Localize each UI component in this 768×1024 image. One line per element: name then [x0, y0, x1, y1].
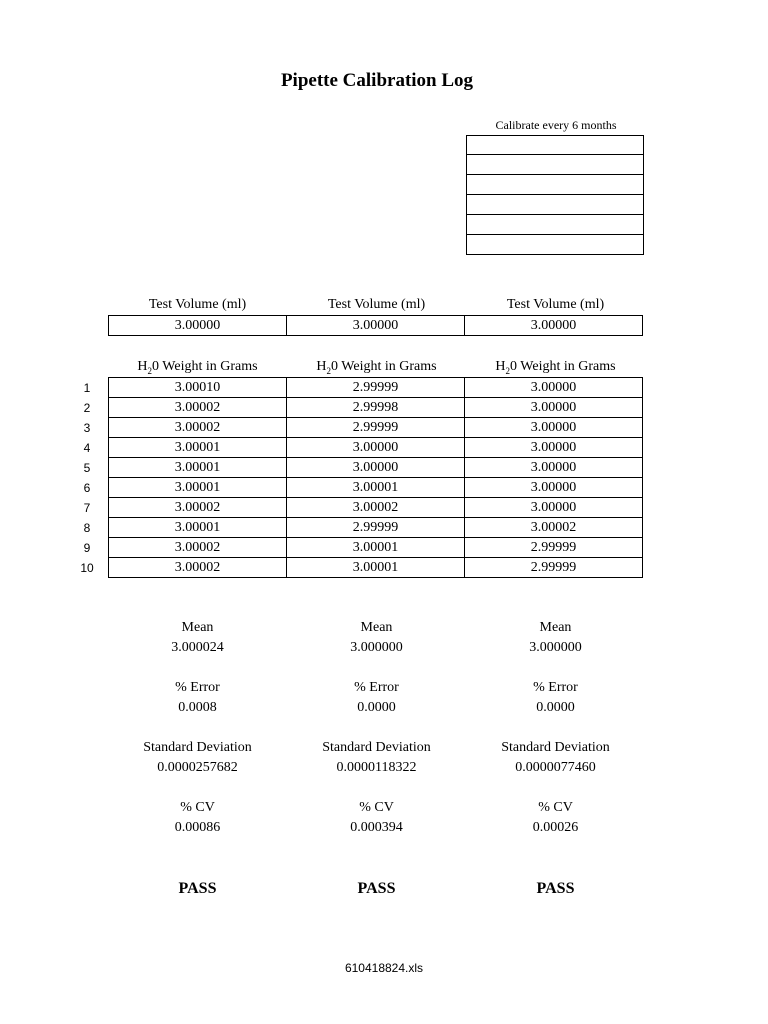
mean-label: Mean: [181, 620, 214, 635]
weight-cell[interactable]: 3.00000: [287, 458, 465, 478]
cv-label: % CV: [359, 800, 394, 815]
test-volume-table: [108, 315, 643, 336]
table-row: [109, 316, 643, 336]
test-volume-header-1: Test Volume (ml): [148, 297, 247, 312]
error-value: 0.0008: [178, 700, 217, 715]
error-label: % Error: [175, 680, 220, 695]
test-volume-cell[interactable]: 3.00000: [465, 316, 643, 336]
cv-label: % CV: [180, 800, 215, 815]
weight-header-1: [108, 359, 287, 376]
weight-header-prefix: H: [495, 359, 506, 374]
cv-value: 0.00086: [174, 820, 221, 835]
weight-cell[interactable]: 3.00000: [465, 438, 643, 458]
sd-value: 0.0000257682: [157, 760, 238, 775]
weight-header-2: [287, 359, 466, 376]
table-row: [109, 398, 643, 418]
table-row: [109, 438, 643, 458]
page-title: Pipette Calibration Log: [280, 70, 474, 91]
result-badge: PASS: [178, 880, 217, 897]
weight-cell[interactable]: 3.00002: [109, 398, 287, 418]
result-badge: PASS: [536, 880, 575, 897]
file-name-footer: 610418824.xls: [344, 961, 424, 975]
sd-value: 0.0000077460: [515, 760, 596, 775]
weight-cell[interactable]: 3.00000: [465, 398, 643, 418]
row-number: 8: [83, 521, 91, 535]
table-row: [109, 478, 643, 498]
weight-cell[interactable]: 3.00002: [109, 498, 287, 518]
weight-header-sub: 2: [505, 365, 511, 376]
sd-label: Standard Deviation: [143, 740, 252, 755]
volume-range-field[interactable]: [466, 235, 644, 255]
weight-cell[interactable]: 2.99999: [465, 538, 643, 558]
error-value: 0.0000: [357, 700, 396, 715]
weight-cell[interactable]: 3.00001: [109, 518, 287, 538]
weight-cell[interactable]: 3.00002: [465, 518, 643, 538]
weight-cell[interactable]: 3.00002: [109, 558, 287, 578]
mean-value: 3.000000: [529, 640, 582, 655]
row-number: 3: [83, 421, 91, 435]
weight-cell[interactable]: 2.99999: [465, 558, 643, 578]
weight-cell[interactable]: 3.00000: [287, 438, 465, 458]
weight-header-sub: 2: [147, 365, 153, 376]
test-volume-cell[interactable]: 3.00000: [109, 316, 287, 336]
weights-table: [108, 377, 643, 578]
operator-field[interactable]: [466, 155, 644, 175]
weight-cell[interactable]: 3.00001: [287, 538, 465, 558]
weight-header-3: [466, 359, 645, 376]
serial-field[interactable]: [466, 215, 644, 235]
weight-header-prefix: H: [137, 359, 148, 374]
weight-cell[interactable]: 3.00000: [465, 498, 643, 518]
test-volume-header-2: Test Volume (ml): [327, 297, 426, 312]
weight-header-suffix: 0 Weight in Grams: [152, 359, 258, 374]
table-row: [109, 518, 643, 538]
cv-value: 0.00026: [532, 820, 579, 835]
weight-cell[interactable]: 3.00000: [465, 458, 643, 478]
weight-cell[interactable]: 3.00010: [109, 378, 287, 398]
sd-label: Standard Deviation: [501, 740, 610, 755]
row-number: 10: [80, 561, 94, 575]
weight-cell[interactable]: 3.00002: [109, 418, 287, 438]
test-volume-cell[interactable]: 3.00000: [287, 316, 465, 336]
mean-value: 3.000000: [350, 640, 403, 655]
table-row: [109, 458, 643, 478]
weight-cell[interactable]: 3.00001: [287, 558, 465, 578]
table-row: [109, 418, 643, 438]
weight-header-sub: 2: [326, 365, 332, 376]
table-row: [109, 558, 643, 578]
weight-cell[interactable]: 3.00001: [109, 438, 287, 458]
row-number: 4: [83, 441, 91, 455]
weight-cell[interactable]: 3.00002: [109, 538, 287, 558]
weight-cell[interactable]: 3.00001: [109, 478, 287, 498]
mean-label: Mean: [360, 620, 393, 635]
table-row: [109, 498, 643, 518]
weight-cell[interactable]: 2.99999: [287, 378, 465, 398]
weight-cell[interactable]: 3.00001: [109, 458, 287, 478]
table-row: [109, 538, 643, 558]
weight-cell[interactable]: 3.00000: [465, 478, 643, 498]
weight-header-suffix: 0 Weight in Grams: [510, 359, 616, 374]
weight-cell[interactable]: 3.00001: [287, 478, 465, 498]
row-number: 7: [83, 501, 91, 515]
calibration-note: Calibrate every 6 months: [495, 118, 617, 132]
mean-label: Mean: [539, 620, 572, 635]
cv-value: 0.000394: [350, 820, 403, 835]
weight-cell[interactable]: 3.00000: [465, 418, 643, 438]
weight-cell[interactable]: 2.99998: [287, 398, 465, 418]
date-field[interactable]: [466, 135, 644, 155]
row-number: 1: [83, 381, 91, 395]
sd-value: 0.0000118322: [336, 760, 417, 775]
cv-label: % CV: [538, 800, 573, 815]
weight-cell[interactable]: 3.00002: [287, 498, 465, 518]
row-number: 6: [83, 481, 91, 495]
model-field[interactable]: [466, 195, 644, 215]
error-value: 0.0000: [536, 700, 575, 715]
weight-header-suffix: 0 Weight in Grams: [331, 359, 437, 374]
sd-label: Standard Deviation: [322, 740, 431, 755]
table-row: [109, 378, 643, 398]
error-label: % Error: [533, 680, 578, 695]
row-number: 2: [83, 401, 91, 415]
row-number: 5: [83, 461, 91, 475]
weight-header-prefix: H: [316, 359, 327, 374]
location-field[interactable]: [466, 175, 644, 195]
result-badge: PASS: [357, 880, 396, 897]
error-label: % Error: [354, 680, 399, 695]
test-volume-header-3: Test Volume (ml): [506, 297, 605, 312]
mean-value: 3.000024: [171, 640, 224, 655]
row-number: 9: [83, 541, 91, 555]
weight-cell[interactable]: 2.99999: [287, 518, 465, 538]
weight-cell[interactable]: 3.00000: [465, 378, 643, 398]
weight-cell[interactable]: 2.99999: [287, 418, 465, 438]
